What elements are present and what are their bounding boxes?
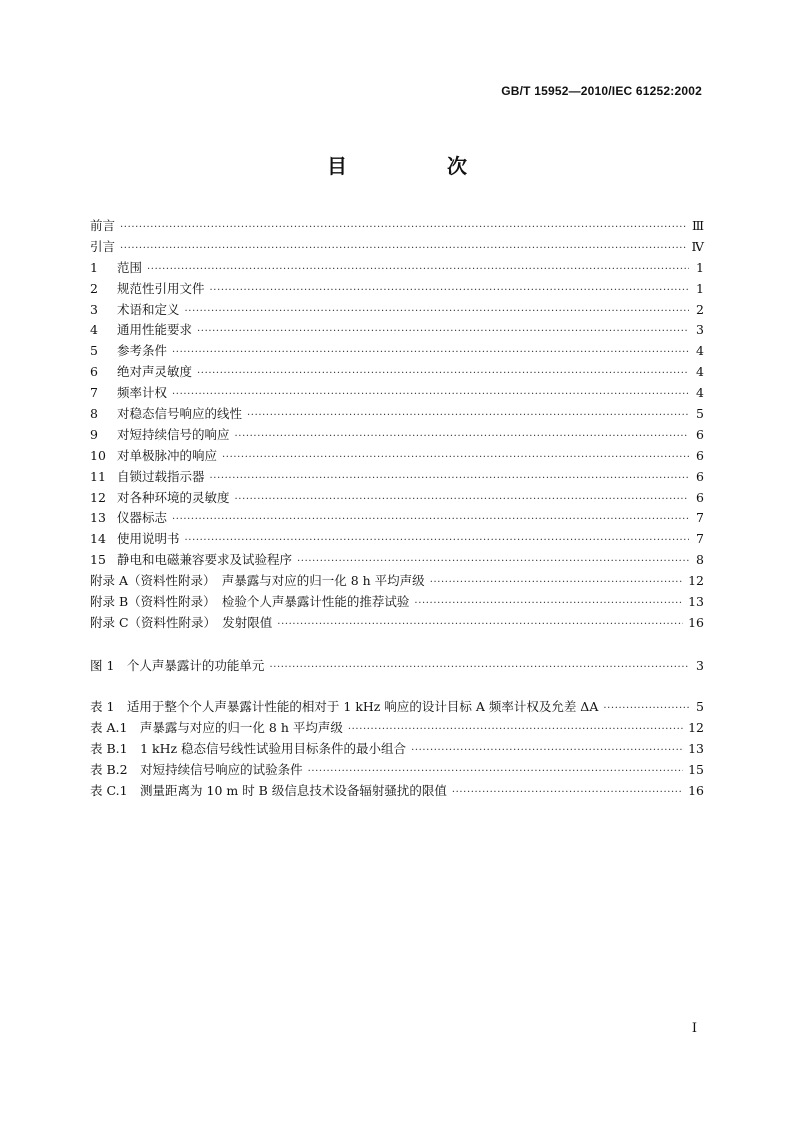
toc-entry-text: 对短持续信号的响应 [117, 426, 230, 442]
toc-leader-dots [269, 662, 689, 673]
toc-entry-text: 范围 [117, 259, 143, 275]
toc-entry[interactable] [90, 258, 704, 279]
toc-entry-label [90, 613, 272, 631]
toc-entry-text: 表 C.1 测量距离为 10 m 时 B 级信息技术设备辐射骚扰的限值 [90, 782, 447, 798]
toc-leader-dots [210, 285, 689, 296]
toc-entry-page: 7 [696, 531, 704, 547]
toc-entry[interactable] [90, 446, 704, 467]
toc-entry-page: 4 [696, 385, 704, 401]
toc-leader-dots [308, 766, 684, 777]
toc-leader-dots [210, 473, 689, 484]
toc-entry[interactable] [90, 760, 704, 781]
toc-entry-number: 5 [90, 343, 98, 359]
toc-entry-text: 频率计权 [117, 385, 168, 401]
toc-tables [90, 697, 704, 801]
toc-entry[interactable] [90, 383, 704, 404]
toc-figures [90, 656, 704, 677]
toc-entry-number: 11 [90, 468, 106, 484]
toc-entry-label [90, 425, 230, 443]
toc-entry-text: 表 1 适用于整个个人声暴露计性能的相对于 1 kHz 响应的设计目标 A 频率计权及允差 ΔA [90, 699, 599, 714]
toc-leader-dots [197, 326, 689, 337]
toc-entry-label [90, 697, 598, 715]
toc-leader-dots [235, 494, 689, 505]
toc-entry-text: 对各种环境的灵敏度 [117, 489, 230, 505]
toc-entry-page: 7 [696, 510, 704, 526]
toc-entry-number: 6 [90, 364, 98, 380]
toc-entry-page: 2 [696, 301, 704, 317]
toc-entry-text: 附录 B（资料性附录） 检验个人声暴露计性能的推荐试验 [90, 594, 410, 610]
toc-entry-label [90, 739, 406, 757]
toc-entry-label [90, 446, 217, 464]
toc-entry-page: 16 [688, 614, 704, 630]
toc-leader-dots [411, 745, 683, 756]
toc-entry[interactable] [90, 613, 704, 634]
toc-entry-label [90, 383, 167, 401]
toc-entry-text: 对单极脉冲的响应 [117, 447, 218, 463]
toc-entry-page: 4 [696, 364, 704, 380]
toc-entry-label [90, 258, 142, 276]
toc-leader-dots [185, 306, 689, 317]
toc-entry-label [90, 592, 409, 610]
toc-entry-page: 5 [696, 406, 704, 422]
toc-entry-label [90, 550, 292, 568]
toc-entry-label [90, 718, 343, 736]
toc-entry-page: Ⅲ [691, 218, 704, 233]
toc-entry-number: 9 [90, 426, 98, 442]
toc-entry-page: Ⅳ [691, 238, 704, 254]
toc-leader-dots [197, 368, 689, 379]
toc-leader-dots [430, 577, 683, 588]
toc-entry-label [90, 216, 115, 234]
toc-entry-page: 6 [696, 489, 704, 505]
toc-entry-page: 15 [688, 761, 704, 777]
toc-entry[interactable] [90, 216, 704, 237]
toc-entry-number: 15 [90, 552, 106, 568]
toc-entry[interactable] [90, 237, 704, 258]
toc-entry[interactable] [90, 300, 704, 321]
toc-entry-number: 7 [90, 385, 98, 401]
toc-leader-dots [603, 703, 689, 714]
toc-entry[interactable] [90, 550, 704, 571]
toc-entry-page: 13 [688, 740, 704, 756]
toc-entry-text: 参考条件 [117, 343, 168, 359]
toc-leader-dots [222, 452, 689, 463]
toc-leader-dots [185, 535, 689, 546]
toc-leader-dots [277, 619, 683, 630]
toc-entry-text: 引言 [90, 238, 116, 254]
toc-entry-label [90, 529, 180, 547]
toc-entry-label [90, 362, 192, 380]
toc-entry-text: 表 A.1 声暴露与对应的归一化 8 h 平均声级 [90, 719, 343, 735]
toc-entry-page: 5 [696, 699, 704, 714]
toc-leader-dots [172, 514, 689, 525]
toc-leader-dots [297, 556, 689, 567]
toc-entry[interactable] [90, 362, 704, 383]
toc-entry-label [90, 781, 447, 799]
toc-entry[interactable] [90, 508, 704, 529]
toc-entry[interactable] [90, 467, 704, 488]
toc-entry[interactable] [90, 718, 704, 739]
toc-entry-text: 自锁过载指示器 [117, 468, 205, 484]
toc-entry[interactable] [90, 697, 704, 718]
toc-entry-label [90, 404, 242, 422]
toc-entry[interactable] [90, 781, 704, 802]
toc-entry-text: 仪器标志 [117, 510, 168, 526]
toc-entry-label [90, 508, 167, 526]
page-number: I [691, 1021, 697, 1036]
toc-entry-text: 表 B.1 1 kHz 稳态信号线性试验用目标条件的最小组合 [90, 740, 407, 756]
toc-entry-number: 1 [90, 259, 98, 275]
toc-entry[interactable] [90, 739, 704, 760]
toc-entry-text: 前言 [90, 218, 116, 233]
toc-entry-page: 4 [696, 343, 704, 359]
toc-entry-label [90, 341, 167, 359]
toc-entry-page: 6 [696, 426, 704, 442]
toc-entry-text: 附录 C（资料性附录） 发射限值 [90, 614, 273, 630]
page-title: 目 次 [327, 154, 507, 178]
toc-entry[interactable] [90, 571, 704, 592]
toc-entry-number: 3 [90, 301, 98, 317]
toc-entry[interactable] [90, 279, 704, 300]
toc-leader-dots [120, 222, 687, 233]
toc-entry-text: 对稳态信号响应的线性 [117, 406, 243, 422]
toc-entry[interactable] [90, 488, 704, 509]
toc-entry-number: 4 [90, 322, 98, 338]
toc-entry[interactable] [90, 529, 704, 550]
toc-entry[interactable] [90, 425, 704, 446]
toc-leader-dots [247, 410, 689, 421]
toc-entry-page: 12 [688, 573, 704, 589]
toc-entry-page: 3 [696, 322, 704, 338]
toc-entry-label [90, 320, 192, 338]
toc-entry-number: 2 [90, 280, 98, 296]
standard-code: GB/T 15952—2010/IEC 61252:2002 [501, 84, 702, 98]
toc-entry[interactable] [90, 341, 704, 362]
toc-leader-dots [147, 264, 689, 275]
toc-entry[interactable] [90, 404, 704, 425]
toc-entry-text: 通用性能要求 [117, 322, 193, 338]
toc-entry[interactable] [90, 656, 704, 677]
toc-entry-text: 静电和电磁兼容要求及试验程序 [117, 552, 293, 568]
toc-entry-page: 1 [696, 280, 704, 296]
toc-entry-text: 术语和定义 [117, 301, 180, 317]
toc-leader-dots [235, 431, 689, 442]
toc-entry-text: 规范性引用文件 [117, 280, 205, 296]
toc-entry-page: 6 [696, 447, 704, 463]
toc-entry-label [90, 571, 425, 589]
toc-entry-label [90, 467, 205, 485]
toc-entry-label [90, 300, 180, 318]
toc-leader-dots [120, 243, 686, 254]
toc-entry-label [90, 760, 303, 778]
toc-entry-number: 13 [90, 510, 106, 526]
toc-entry-text: 附录 A（资料性附录） 声暴露与对应的归一化 8 h 平均声级 [90, 573, 425, 589]
toc-main [90, 216, 704, 634]
toc-entry-page: 3 [696, 658, 704, 673]
toc-entry[interactable] [90, 592, 704, 613]
toc-entry-number: 12 [90, 489, 106, 505]
toc-entry-number: 14 [90, 531, 106, 547]
toc-entry-label [90, 237, 115, 255]
toc-entry-page: 16 [688, 782, 704, 798]
toc-leader-dots [172, 389, 689, 400]
toc-leader-dots [414, 598, 683, 609]
toc-entry-number: 10 [90, 447, 106, 463]
toc-entry-text: 表 B.2 对短持续信号响应的试验条件 [90, 761, 303, 777]
toc-entry-label [90, 656, 264, 674]
toc-leader-dots [172, 347, 689, 358]
toc-entry-page: 13 [688, 594, 704, 610]
toc-entry-text: 图 1 个人声暴露计的功能单元 [90, 658, 265, 673]
toc-entry-page: 1 [696, 259, 704, 275]
toc-leader-dots [452, 787, 683, 798]
toc-entry-label [90, 279, 205, 297]
toc-entry-text: 使用说明书 [117, 531, 180, 547]
toc-entry-page: 6 [696, 468, 704, 484]
toc-entry[interactable] [90, 320, 704, 341]
toc-entry-number: 8 [90, 406, 98, 422]
toc-entry-page: 8 [696, 552, 704, 568]
toc-leader-dots [348, 724, 683, 735]
toc-entry-page: 12 [688, 719, 704, 735]
toc-entry-text: 绝对声灵敏度 [117, 364, 193, 380]
toc-entry-label [90, 488, 230, 506]
